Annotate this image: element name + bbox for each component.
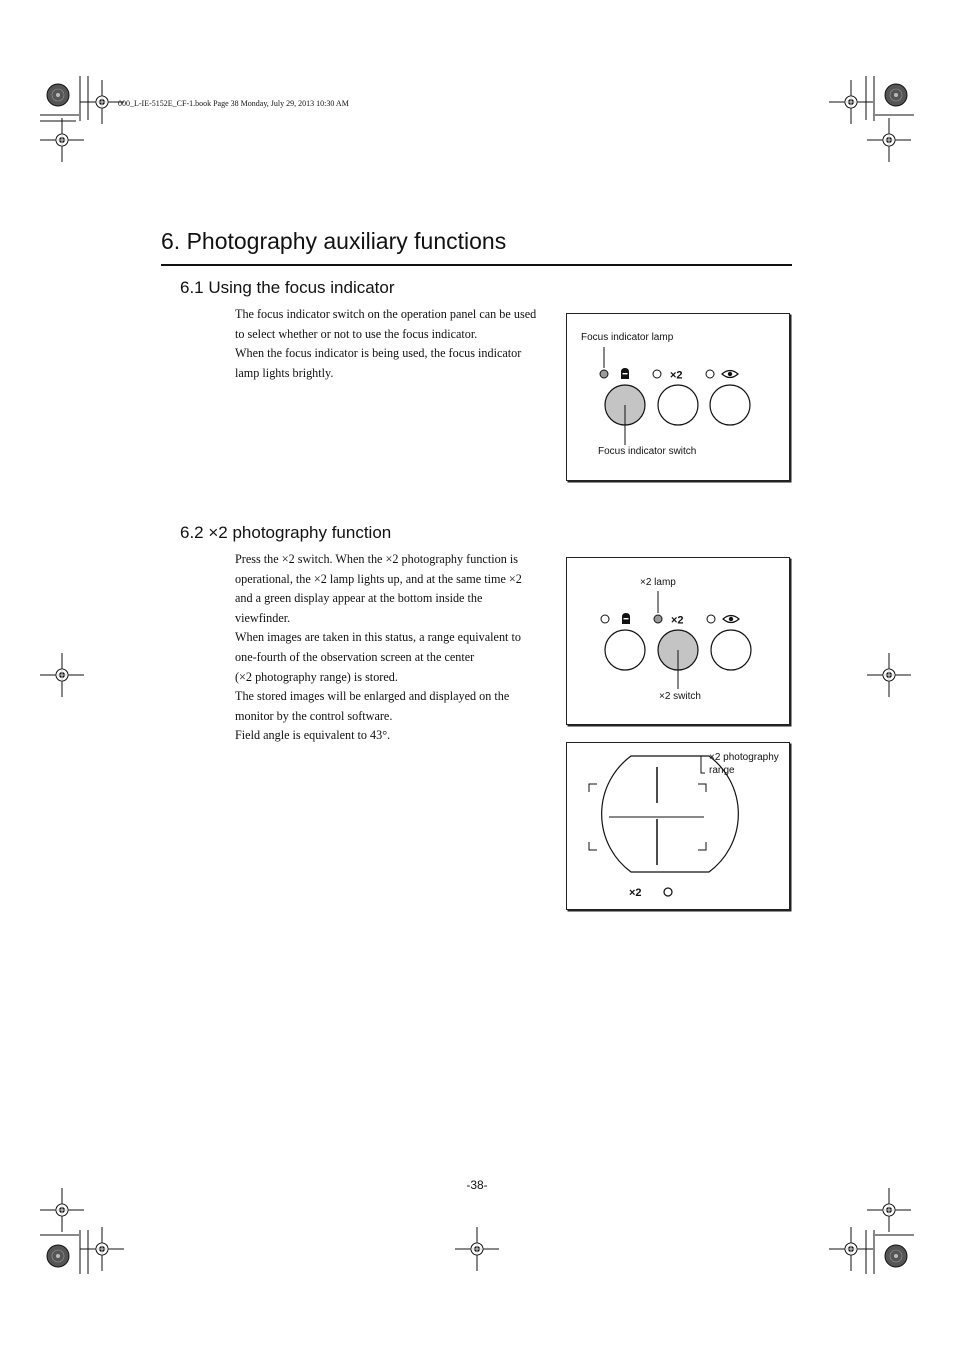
paragraph-line: Press the ×2 switch. When the ×2 photography function is: [235, 552, 518, 566]
focus-indicator-switch[interactable]: [605, 630, 645, 670]
eye-lamp-off: [707, 615, 715, 623]
x2-symbol: ×2: [670, 369, 683, 382]
focus-indicator-switch-label: Focus indicator switch: [598, 446, 697, 457]
paragraph-line: one-fourth of the observation screen at the center: [235, 649, 475, 664]
eye-icon: [722, 371, 738, 378]
file-info-header: 000_L-IE-5152E_CF-1.book Page 38 Monday, July 29, 2013 10:30 AM: [118, 99, 349, 108]
paragraph-line: to select whether or not to use the focus indicator.: [235, 326, 478, 341]
focus-indicator-icon: [622, 613, 630, 624]
x2-switch[interactable]: [658, 385, 698, 425]
section2-paragraph: [235, 550, 557, 746]
paragraph-line: When images are taken in this status, a range equivalent to: [235, 630, 521, 645]
x2-switch-label: ×2 switch: [659, 691, 701, 702]
section-title-x2-photography: 6.2 ×2 photography function: [180, 523, 392, 542]
paragraph-line: (×2 photography range) is stored.: [235, 669, 398, 684]
paragraph-line: operational, the ×2 lamp lights up, and at the same time ×2: [235, 571, 522, 586]
focus-indicator-icon: [621, 368, 629, 379]
focus-indicator-lamp-off: [601, 615, 609, 623]
x2-display: ×2: [629, 887, 642, 899]
eye-switch[interactable]: [711, 630, 751, 670]
chapter-rule: [161, 264, 792, 266]
x2-lamp-off: [653, 370, 661, 378]
chapter-title: 6. Photography auxiliary functions: [161, 228, 507, 254]
eye-icon: [723, 616, 739, 623]
paragraph-line: Field angle is equivalent to 43°.: [235, 728, 391, 743]
x2-switch-figure: [566, 557, 790, 725]
paragraph-line: monitor by the control software.: [235, 708, 393, 723]
paragraph-line: lamp lights brightly.: [235, 365, 334, 380]
eye-switch[interactable]: [710, 385, 750, 425]
paragraph-line: The stored images will be enlarged and displayed on the: [235, 689, 510, 704]
section-title-focus-indicator: 6.1 Using the focus indicator: [180, 278, 395, 297]
x2-symbol: ×2: [671, 614, 684, 627]
focus-indicator-lamp-label: Focus indicator lamp: [581, 332, 674, 343]
x2-range-label-continued: range: [709, 765, 735, 776]
section1-paragraph: [235, 305, 557, 383]
x2-range-label: ×2 photography: [709, 752, 779, 763]
paragraph-line: When the focus indicator is being used, the focus indicator: [235, 346, 522, 361]
page-number: -38-: [466, 1178, 488, 1192]
viewfinder-figure: [566, 742, 790, 910]
green-display-indicator: [664, 888, 672, 896]
focus-indicator-figure: [566, 313, 790, 481]
x2-lamp-label: ×2 lamp: [640, 577, 676, 588]
x2-lamp-lit: [654, 615, 662, 623]
paragraph-line: and a green display appear at the bottom inside the: [235, 591, 483, 606]
eye-lamp-off: [706, 370, 714, 378]
paragraph-line: The focus indicator switch on the operation panel can be used: [235, 307, 537, 321]
paragraph-line: viewfinder.: [235, 610, 291, 625]
focus-indicator-lamp: [600, 370, 608, 378]
